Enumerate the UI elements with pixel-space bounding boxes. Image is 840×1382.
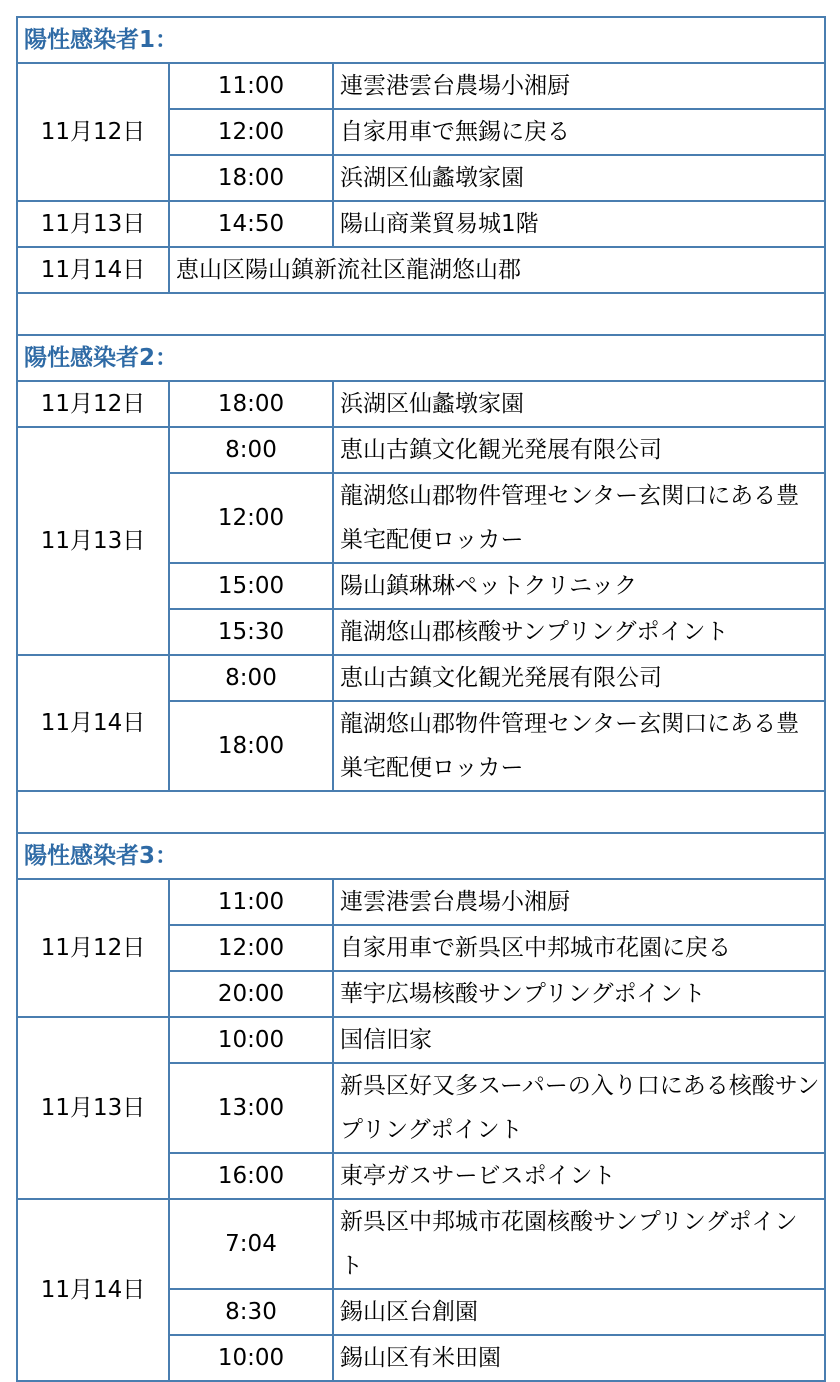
date-cell: 11月12日 [17,879,169,1017]
place-cell: 陽山鎮琳琳ペットクリニック [333,563,825,609]
time-cell: 20:00 [169,971,333,1017]
table-row [17,201,825,247]
table-row [17,1199,825,1289]
time-cell: 11:00 [169,879,333,925]
place-cell: 国信旧家 [333,1017,825,1063]
group-header-row [17,833,825,879]
group-title: 陽性感染者1： [17,17,825,63]
time-cell: 10:00 [169,1335,333,1381]
place-cell: 錫山区有米田園 [333,1335,825,1381]
itinerary-table [16,16,826,1382]
place-cell: 連雲港雲台農場小湘厨 [333,63,825,109]
table-row [17,655,825,701]
date-cell: 11月13日 [17,1017,169,1199]
table-row [17,63,825,109]
place-cell: 龍湖悠山郡核酸サンプリングポイント [333,609,825,655]
table-row [17,247,825,293]
place-cell: 自家用車で新呉区中邦城市花園に戻る [333,925,825,971]
place-cell: 東亭ガスサービスポイント [333,1153,825,1199]
table-row [17,427,825,473]
table-row [17,879,825,925]
place-cell: 恵山古鎮文化観光発展有限公司 [333,427,825,473]
place-cell: 錫山区台創園 [333,1289,825,1335]
group-header-row [17,17,825,63]
spacer-row [17,791,825,833]
date-cell: 11月14日 [17,1199,169,1381]
place-cell: 新呉区中邦城市花園核酸サンプリングポイント [333,1199,825,1289]
place-cell: 自家用車で無錫に戻る [333,109,825,155]
time-cell: 8:00 [169,655,333,701]
place-cell: 陽山商業貿易城1階 [333,201,825,247]
place-cell: 華宇広場核酸サンプリングポイント [333,971,825,1017]
time-cell: 11:00 [169,63,333,109]
group-title: 陽性感染者2： [17,335,825,381]
time-cell: 16:00 [169,1153,333,1199]
time-cell: 12:00 [169,473,333,563]
place-cell: 新呉区好又多スーパーの入り口にある核酸サンプリングポイント [333,1063,825,1153]
table-row [17,1017,825,1063]
time-cell: 18:00 [169,381,333,427]
date-cell: 11月14日 [17,247,169,293]
time-cell: 12:00 [169,109,333,155]
date-cell: 11月12日 [17,381,169,427]
place-cell: 恵山古鎮文化観光発展有限公司 [333,655,825,701]
itinerary-table-body [17,17,825,1381]
spacer-cell [17,791,825,833]
place-cell: 浜湖区仙蠡墩家園 [333,155,825,201]
place-cell: 龍湖悠山郡物件管理センター玄関口にある豊巣宅配便ロッカー [333,701,825,791]
time-cell: 8:00 [169,427,333,473]
table-row [17,381,825,427]
place-cell: 連雲港雲台農場小湘厨 [333,879,825,925]
place-cell: 浜湖区仙蠡墩家園 [333,381,825,427]
spacer-cell [17,293,825,335]
time-cell: 8:30 [169,1289,333,1335]
group-title: 陽性感染者3： [17,833,825,879]
date-cell: 11月14日 [17,655,169,791]
place-cell: 龍湖悠山郡物件管理センター玄関口にある豊巣宅配便ロッカー [333,473,825,563]
time-cell: 12:00 [169,925,333,971]
date-cell: 11月13日 [17,201,169,247]
time-cell: 18:00 [169,701,333,791]
spacer-row [17,293,825,335]
time-cell: 15:30 [169,609,333,655]
time-cell: 10:00 [169,1017,333,1063]
time-cell: 18:00 [169,155,333,201]
place-cell: 恵山区陽山鎮新流社区龍湖悠山郡 [169,247,825,293]
time-cell: 15:00 [169,563,333,609]
group-header-row [17,335,825,381]
time-cell: 13:00 [169,1063,333,1153]
time-cell: 7:04 [169,1199,333,1289]
date-cell: 11月13日 [17,427,169,655]
date-cell: 11月12日 [17,63,169,201]
time-cell: 14:50 [169,201,333,247]
